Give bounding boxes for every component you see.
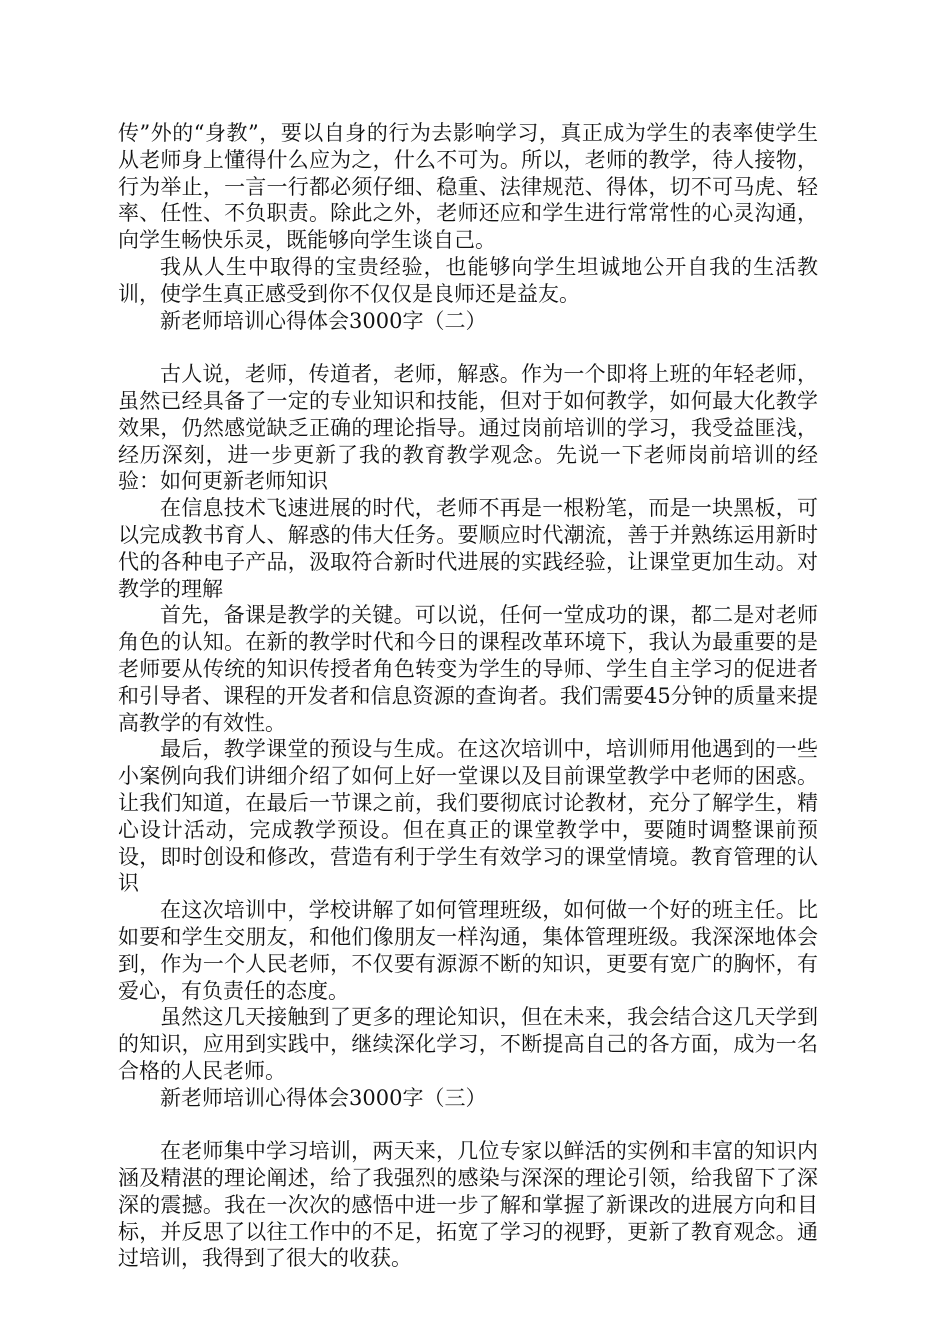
paragraph: 在这次培训中，学校讲解了如何管理班级，如何做一个好的班主任。比如要和学生交朋友，和他们像朋友一样沟通，集体管理班级。我深深地体会到，作为一个人民老师，不仅要有源源不断的知识，更要有宽广的胸怀，有爱心，有负责任的态度。 [118,898,818,1003]
paragraph: 我从人生中取得的宝贵经验，也能够向学生坦诚地公开自我的生活教训，使学生真正感受到你不仅仅是良师还是益友。 [118,254,818,306]
section-heading: 新老师培训心得体会3000字（三） [160,1085,487,1110]
paragraph: 传”外的“身教”，要以自身的行为去影响学习，真正成为学生的表率使学生从老师身上懂得什么应为之，什么不可为。所以，老师的教学，待人接物，行为举止，一言一行都必须仔细、稳重、法律规范、得体，切不可马虎、轻率、任性、不负职责。除此之外，老师还应和学生进行常常性的心灵沟通，向学生畅快乐灵，既能够向学生谈自己。 [118,121,818,253]
paragraph: 在老师集中学习培训，两天来，几位专家以鲜活的实例和丰富的知识内涵及精湛的理论阐述，给了我强烈的感染与深深的理论引领，给我留下了深深的震撼。我在一次次的感悟中进一步了解和掌握了新课改的进展方向和目标，并反思了以往工作中的不足，拓宽了学习的视野，更新了教育观念。通过培训，我得到了很大的收获。 [118,1139,818,1271]
paragraph: 古人说，老师，传道者，老师，解惑。作为一个即将上班的年轻老师，虽然已经具备了一定的专业知识和技能，但对于如何教学，如何最大化教学效果，仍然感觉缺乏正确的理论指导。通过岗前培训的学习，我受益匪浅，经历深刻，进一步更新了我的教育教学观念。先说一下老师岗前培训的经验：如何更新老师知识 [118,362,818,494]
blank-line [118,334,818,361]
paragraph: 在信息技术飞速进展的时代，老师不再是一根粉笔，而是一块黑板，可以完成教书育人、解惑的伟大任务。要顺应时代潮流，善于并熟练运用新时代的各种电子产品，汲取符合新时代进展的实践经验，让课堂更加生动。对教学的理解 [118,496,818,601]
paragraph: 虽然这几天接触到了更多的理论知识，但在未来，我会结合这几天学到的知识，应用到实践中，继续深化学习，不断提高自己的各方面，成为一名合格的人民老师。 [118,1005,818,1083]
document-page [118,120,818,1272]
paragraph: 最后，教学课堂的预设与生成。在这次培训中，培训师用他遇到的一些小案例向我们讲细介绍了如何上好一堂课以及目前课堂教学中老师的困惑。让我们知道，在最后一节课之前，我们要彻底讨论教材，充分了解学生，精心设计活动，完成教学预设。但在真正的课堂教学中，要随时调整课前预设，即时创设和修改，营造有利于学生有效学习的课堂情境。教育管理的认识 [118,737,818,896]
section-heading: 新老师培训心得体会3000字（二） [160,308,487,333]
blank-line [118,1111,818,1138]
paragraph: 首先，备课是教学的关键。可以说，任何一堂成功的课，都二是对老师角色的认知。在新的教学时代和今日的课程改革环境下，我认为最重要的是老师要从传统的知识传授者角色转变为学生的导师、学生自主学习的促进者和引导者、课程的开发者和信息资源的查询者。我们需要45分钟的质量来提高教学的有效性。 [118,603,818,735]
